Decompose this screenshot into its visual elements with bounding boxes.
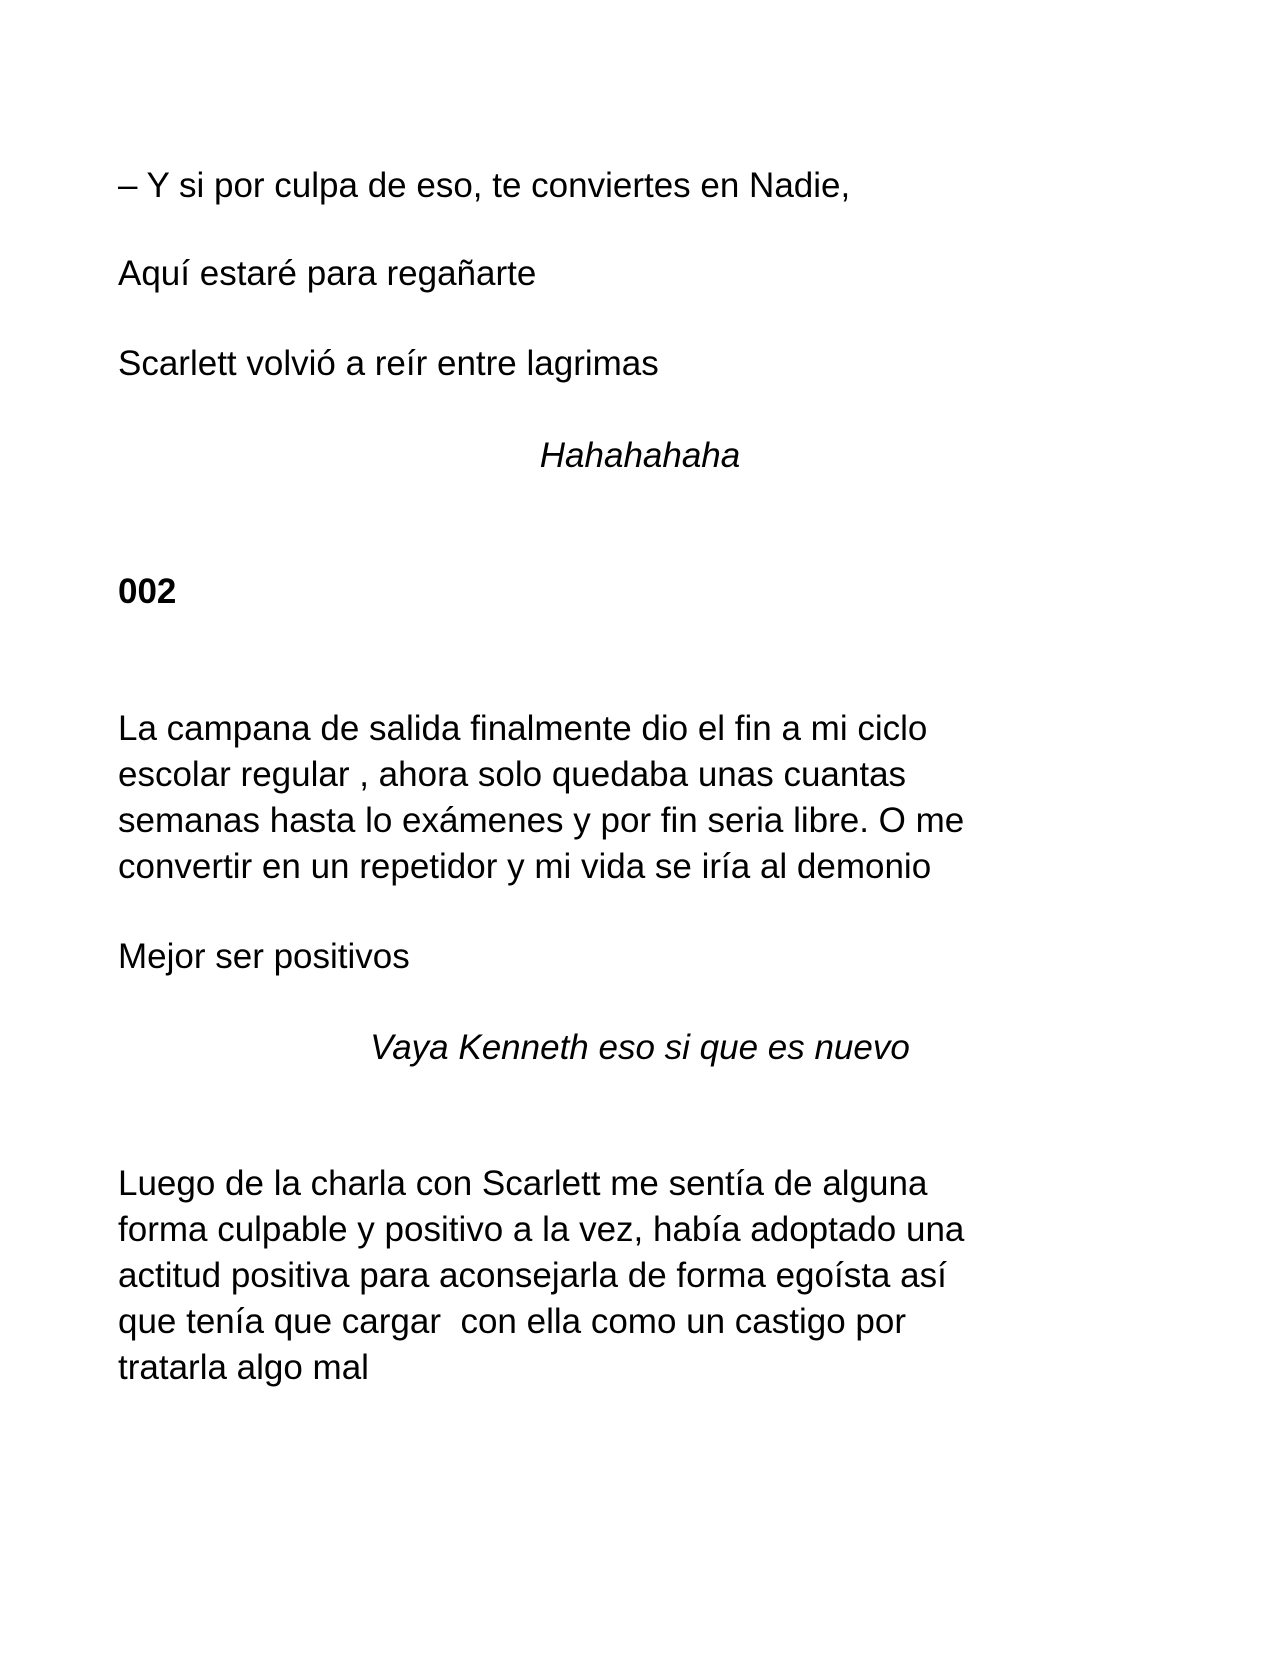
chapter-heading: 002: [118, 572, 177, 611]
paragraph-line: La campana de salida finalmente dio el fin a mi ciclo: [118, 709, 928, 748]
narration-line: Scarlett volvió a reír entre lagrimas: [118, 344, 659, 383]
paragraph-line: escolar regular , ahora solo quedaba unas cuantas: [118, 755, 907, 794]
paragraph-line: semanas hasta lo exámenes y por fin seria libre. O me: [118, 801, 965, 840]
dialogue-line: Aquí estaré para regañarte: [118, 254, 537, 293]
paragraph-line: que tenía que cargar con ella como un castigo por: [118, 1302, 906, 1341]
paragraph-line: Mejor ser positivos: [118, 937, 410, 976]
paragraph-line: forma culpable y positivo a la vez, había adoptado una: [118, 1210, 965, 1249]
dialogue-line: – Y si por culpa de eso, te conviertes en Nadie,: [118, 166, 851, 205]
paragraph-line: actitud positiva para aconsejarla de forma egoísta así: [118, 1256, 947, 1295]
paragraph-line: tratarla algo mal: [118, 1348, 369, 1387]
italic-centered-line: Vaya Kenneth eso si que es nuevo: [370, 1028, 910, 1067]
paragraph-line: Luego de la charla con Scarlett me sentía de alguna: [118, 1164, 928, 1203]
italic-centered-line: Hahahahaha: [539, 436, 741, 475]
paragraph-line: convertir en un repetidor y mi vida se iría al demonio: [118, 847, 932, 886]
